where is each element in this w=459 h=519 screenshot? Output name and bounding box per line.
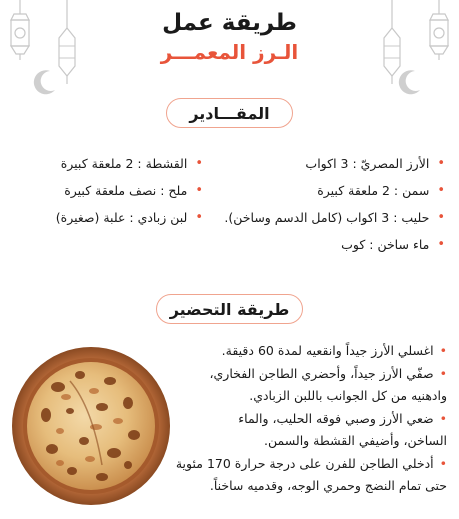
bullet-icon: •	[439, 455, 447, 471]
bullet-icon: •	[439, 343, 447, 358]
bullet-icon: •	[437, 183, 445, 198]
bullet-icon: •	[195, 183, 203, 198]
bullet-icon: •	[439, 410, 447, 426]
step-line: •ضعي الأرز وصبي فوقه الحليب، والماء	[238, 410, 447, 426]
ingredient-item: • القشطة : 2 ملعقة كبيرة	[60, 156, 203, 171]
bullet-icon: •	[437, 210, 445, 225]
step-line: •أدخلي الطاجن للفرن على درجة حرارة 170 مئوية	[175, 455, 447, 471]
crescent-moon-icon	[30, 68, 58, 96]
crescent-moon-icon	[395, 68, 423, 96]
ingredients-left-column	[3, 150, 203, 231]
step-line: •اغسلي الأرز جيداً وانقعيه لمدة 60 دقيقة.	[221, 343, 447, 358]
bullet-icon: •	[439, 365, 447, 381]
page-title: طريقة عمل	[162, 10, 297, 36]
bullet-icon: •	[437, 156, 445, 171]
bullet-icon: •	[195, 156, 203, 171]
step-line: الساخن، وأضيفي القشطة والسمن.	[264, 433, 447, 448]
ingredient-item: • الأرز المصريّ : 3 اكواب	[305, 156, 445, 171]
preparation-steps	[175, 340, 447, 498]
ingredients-right-column	[215, 150, 445, 258]
step-line: وادهنيه من كل الجوانب باللبن الزبادي.	[249, 388, 447, 403]
baked-rice-dish-image	[10, 345, 172, 507]
ingredient-item: • حليب : 3 اكواب (كامل الدسم وساخن).	[224, 210, 445, 225]
step-line: حتى تمام النضج وحمري الوجه، وقدميه ساخناً.	[209, 478, 447, 493]
ingredient-item: • لبن زبادي : علبة (صغيرة)	[55, 210, 203, 225]
ingredients-heading: المقـــادير	[166, 98, 293, 128]
bullet-icon: •	[195, 210, 203, 225]
preparation-heading: طريقة التحضير	[156, 294, 303, 324]
ingredient-item: • سمن : 2 ملعقة كبيرة	[317, 183, 445, 198]
ingredient-item: • ملح : نصف ملعقة كبيرة	[64, 183, 203, 198]
page-subtitle: الـرز المعمـــر	[160, 40, 299, 64]
step-line: •صفّي الأرز جيداً، وأحضري الطاجن الفخاري،	[209, 365, 447, 381]
bullet-icon: •	[437, 237, 445, 252]
ingredient-item: • ماء ساخن : كوب	[341, 237, 445, 252]
